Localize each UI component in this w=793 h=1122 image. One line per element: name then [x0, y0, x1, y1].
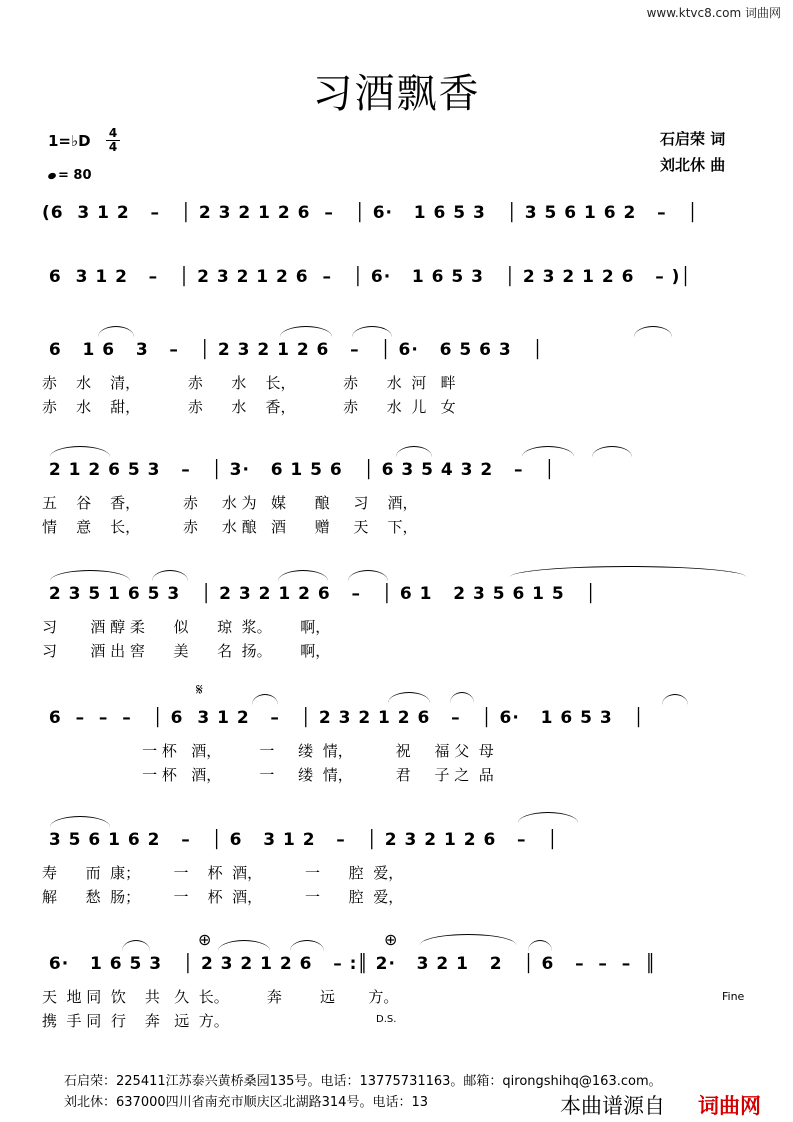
quarter-note-icon [47, 172, 57, 180]
slur [252, 694, 278, 705]
slur [50, 446, 110, 457]
lyricist-credit: 石启荣 词 [660, 130, 726, 148]
time-signature-top: 4 [106, 127, 120, 141]
coda-icon: ⊕ [198, 930, 212, 949]
slur [634, 326, 672, 337]
lyric-verse-1: 五 谷 香， 赤 水 为 媒 酿 习 酒， [42, 494, 418, 512]
lyric-verse-1: 赤 水 清， 赤 水 长， 赤 水 河 畔 [42, 374, 456, 392]
lyric-verse-2: 解 愁 肠； 一 杯 酒， 一 腔 爱， [42, 888, 404, 906]
staff-line-1: (6 3 1 2 – │ 2 3 2 1 2 6 – │ 6· 1 6 5 3 │ 3 5 6 1 6 2 – │ [42, 203, 699, 223]
slur [218, 940, 270, 951]
song-title: 习酒飘香 [312, 71, 481, 117]
lyric-verse-1: 习 酒 醇 柔 似 琼 浆。 啊， [42, 618, 331, 636]
slur [290, 940, 324, 951]
lyric-verse-2: 携 手 同 行 奔 远 方。 [42, 1012, 229, 1030]
source-site-logo[interactable]: 词曲网 [698, 1094, 761, 1118]
staff-line-4: 2 1 2 6 5 3 – │ 3· 6 1 5 6 │ 6 3 5 4 3 2 – │ [42, 460, 556, 480]
coda-icon: ⊕ [384, 930, 398, 949]
tempo-value: = 80 [58, 168, 92, 183]
footer-contact-lyricist: 石启荣：225411江苏泰兴黄桥桑园135号。电话：13775731163。邮箱：qirongshihq@163.com。 [64, 1074, 662, 1089]
slur [518, 812, 578, 823]
slur [662, 694, 688, 705]
site-watermark: www.ktvc8.com 词曲网 [646, 6, 781, 20]
slur [396, 446, 432, 457]
lyric-verse-2: 情 意 长， 赤 水 酿 酒 赠 天 下， [42, 518, 418, 536]
source-label: 本曲谱源自 [560, 1094, 665, 1118]
lyric-verse-2: 一 杯 酒， 一 缕 情， 君 子 之 品 [42, 766, 494, 784]
slur [522, 446, 574, 457]
slur [450, 692, 474, 703]
slur [592, 446, 632, 457]
slur [280, 326, 332, 337]
tie-arc [420, 934, 516, 945]
tempo-marking [48, 168, 92, 183]
slur [528, 940, 552, 951]
slur [152, 570, 188, 581]
key-signature: 1=♭D [48, 132, 91, 150]
staff-line-5: 2 3 5 1 6 5 3 │ 2 3 2 1 2 6 – │ 6 1 2 3 5 6 1 5 │ [42, 584, 597, 604]
slur [50, 570, 130, 581]
time-signature-bottom: 4 [108, 140, 118, 154]
lyric-verse-2: 赤 水 甜， 赤 水 香， 赤 水 儿 女 [42, 398, 456, 416]
staff-line-8: 6· 1 6 5 3 │ 2 3 2 1 2 6 – :║ 2· 3 2 1 2 │ 6 – – – ║ [42, 954, 657, 974]
tie-arc [510, 566, 746, 577]
staff-line-7: 3 5 6 1 6 2 – │ 6 3 1 2 – │ 2 3 2 1 2 6 – │ [42, 830, 559, 850]
lyric-verse-1: 一 杯 酒， 一 缕 情， 祝 福 父 母 [42, 742, 494, 760]
slur [98, 326, 134, 337]
staff-line-6: 6 – – – │ 6 3 1 2 – │ 2 3 2 1 2 6 – │ 6· 1 6 5 3 │ [42, 708, 645, 728]
staff-line-3: 6 1 6 3 – │ 2 3 2 1 2 6 – │ 6· 6 5 6 3 │ [42, 340, 544, 360]
time-signature [106, 127, 120, 154]
slur [348, 570, 388, 581]
lyric-verse-1: 天 地 同 饮 共 久 长。 奔 远 方。 [42, 988, 399, 1006]
ds-marking: D.S. [376, 1014, 397, 1025]
segno-icon: 𝄋 [196, 680, 203, 699]
lyric-verse-1: 寿 而 康； 一 杯 酒， 一 腔 爱， [42, 864, 404, 882]
footer-contact-composer: 刘北休：637000四川省南充市顺庆区北湖路314号。电话：13 [64, 1095, 428, 1110]
lyric-verse-2: 习 酒 出 窖 美 名 扬。 啊， [42, 642, 331, 660]
fine-marking: Fine [722, 990, 745, 1003]
slur [278, 570, 328, 581]
composer-credit: 刘北休 曲 [660, 156, 726, 174]
slur [388, 692, 430, 703]
slur [352, 326, 392, 337]
slur [50, 816, 110, 827]
staff-line-2: 6 3 1 2 – │ 2 3 2 1 2 6 – │ 6· 1 6 5 3 │ 2 3 2 1 2 6 – )│ [42, 267, 692, 287]
slur [122, 940, 150, 951]
